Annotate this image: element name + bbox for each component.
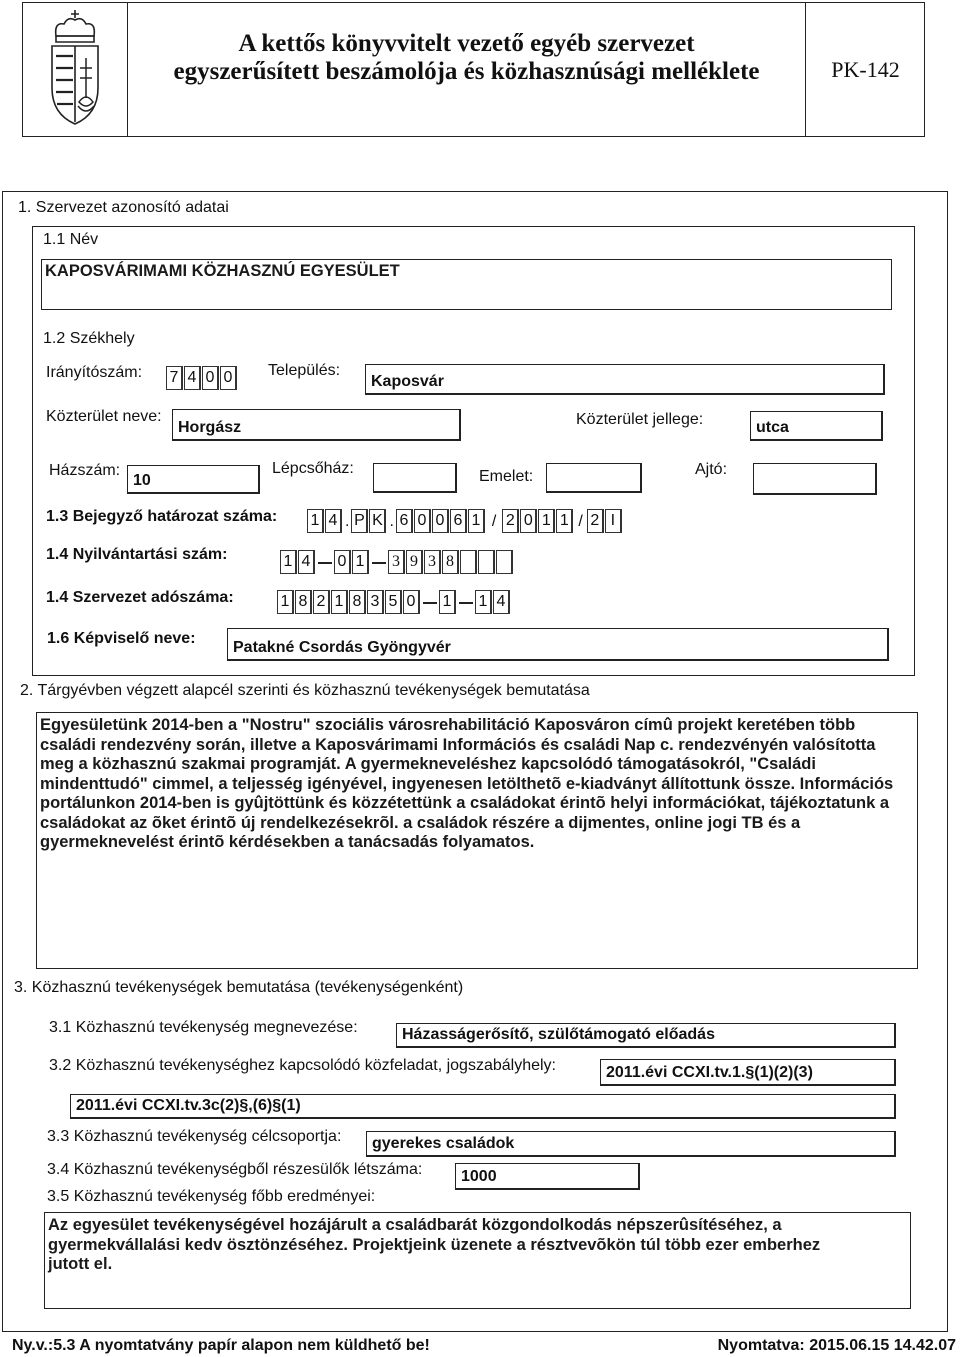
house-label: Házszám: bbox=[49, 462, 121, 479]
name-value: KAPOSVÁRIMAMI KÖZHASZNÚ EGYESÜLET bbox=[45, 262, 400, 280]
form-title-line2: egyszerűsített beszámolója és közhasznúsági melléklete bbox=[173, 58, 760, 85]
reg-decision-slash: / bbox=[578, 513, 583, 530]
reg-decision-digit[interactable]: K bbox=[369, 509, 386, 533]
reg-decision-digit[interactable]: I bbox=[605, 509, 622, 533]
activity-value: Házasságerősítő, szülőtámogató előadás bbox=[402, 1026, 715, 1043]
reg-decision-digit[interactable]: 6 bbox=[450, 509, 467, 533]
footer-left: Ny.v.:5.3 A nyomtatvány papír alapon nem küldhető be! bbox=[12, 1337, 430, 1354]
section2-line: gyermeknevelést érintõ kérdésekben a tanácsadás folyamatos. bbox=[40, 833, 535, 851]
reg-decision-digit[interactable]: 2 bbox=[502, 509, 519, 533]
results-line: jutott el. bbox=[48, 1255, 113, 1273]
registry-dash bbox=[372, 562, 386, 564]
floor-field[interactable] bbox=[546, 463, 642, 493]
reg-decision-digit[interactable]: 6 bbox=[396, 509, 413, 533]
stair-field[interactable] bbox=[373, 463, 457, 493]
section2-line: mindenttudó" cimmel, a teljesség igényével, ingyenesen letölthetõ e-kiadványt állítottunk össze. Információs bbox=[40, 774, 894, 793]
tax-digit[interactable]: 1 bbox=[277, 590, 294, 614]
tax-cells[interactable] bbox=[277, 588, 511, 614]
beneficiaries-value: 1000 bbox=[461, 1168, 497, 1185]
section2-line: családokat az õket érintõ új rendelkezésekrõl. a családok részére a dijmentes, online jogi TB és a bbox=[40, 813, 801, 832]
registry-digit[interactable]: 0 bbox=[334, 550, 351, 574]
registry-digit[interactable]: 4 bbox=[298, 550, 315, 574]
tax-digit[interactable]: 1 bbox=[439, 590, 456, 614]
target-field[interactable] bbox=[366, 1131, 896, 1157]
registry-digit[interactable] bbox=[496, 550, 513, 574]
reg-decision-digit[interactable]: 4 bbox=[325, 509, 342, 533]
results-line: gyermekvállalási kedv ösztönzéséhez. Projektjeink üzenete a résztvevõkön túl több ezer emberhez bbox=[48, 1235, 821, 1254]
door-label: Ajtó: bbox=[695, 461, 728, 478]
rep-field[interactable] bbox=[227, 628, 889, 661]
activity-field[interactable] bbox=[396, 1023, 896, 1048]
section2-line: Egyesületünk 2014-ben a "Nostru" szociális városrehabilitáció Kaposváron címû projekt keretében több bbox=[40, 716, 856, 734]
tax-digit[interactable]: 2 bbox=[313, 590, 330, 614]
tax-dash bbox=[423, 602, 437, 604]
section2-line: családi rendezvény során, illetve a Kaposvárimami Információs és családi Nap c. rendezvényén valósította bbox=[40, 735, 876, 754]
registry-digit[interactable]: 8 bbox=[442, 550, 459, 574]
law-value-2: 2011.évi CCXI.tv.3c(2)§,(6)§(1) bbox=[76, 1097, 301, 1114]
city-field[interactable] bbox=[365, 364, 885, 395]
target-value: gyerekes családok bbox=[372, 1135, 515, 1152]
registry-dash bbox=[318, 562, 332, 564]
tax-label: 1.4 Szervezet adószáma: bbox=[46, 589, 234, 606]
name-label: 1.1 Név bbox=[43, 231, 99, 248]
law-value-1: 2011.évi CCXI.tv.1.§(1)(2)(3) bbox=[606, 1064, 813, 1081]
reg-decision-digit[interactable]: 1 bbox=[468, 509, 485, 533]
registry-digit[interactable] bbox=[478, 550, 495, 574]
section2-line: portálunkon 2014-ben is gyûjtöttünk és közzétettünk a családokat érintõ helyi információkat, tájékoztatunk a bbox=[40, 794, 890, 812]
form-code: PK-142 bbox=[831, 57, 900, 82]
postcode-digit[interactable]: 4 bbox=[184, 366, 201, 390]
door-field[interactable] bbox=[753, 463, 877, 495]
section2-line: meg a közhasznú szakmai programját. A gyermekneveléshez kapcsolódó támogatásokról, "Családi bbox=[40, 755, 816, 773]
floor-label: Emelet: bbox=[479, 468, 534, 485]
postcode-digit[interactable]: 7 bbox=[166, 366, 183, 390]
reg-decision-label: 1.3 Bejegyző határozat száma: bbox=[46, 508, 278, 525]
reg-decision-dot: . bbox=[345, 513, 350, 530]
tax-digit[interactable]: 4 bbox=[493, 590, 510, 614]
law-field-1[interactable] bbox=[600, 1059, 896, 1086]
registry-digit[interactable]: 3 bbox=[424, 550, 441, 574]
tax-dash bbox=[459, 602, 473, 604]
reg-decision-dot: . bbox=[389, 513, 394, 530]
hungarian-coat-of-arms-icon bbox=[42, 6, 108, 128]
target-label: 3.3 Közhasznú tevékenység célcsoportja: bbox=[47, 1128, 342, 1145]
registry-cells[interactable] bbox=[280, 548, 514, 574]
reg-decision-digit[interactable]: 0 bbox=[520, 509, 537, 533]
reg-decision-slash: / bbox=[491, 513, 497, 530]
section2-text bbox=[40, 716, 893, 853]
law-field-2[interactable] bbox=[70, 1094, 896, 1119]
tax-digit[interactable]: 5 bbox=[385, 590, 402, 614]
rep-value: Patakné Csordás Gyöngyvér bbox=[233, 639, 451, 656]
street-type-field[interactable] bbox=[750, 411, 883, 441]
reg-decision-digit[interactable]: 1 bbox=[556, 509, 573, 533]
reg-decision-digit[interactable]: 1 bbox=[307, 509, 324, 533]
registry-digit[interactable] bbox=[460, 550, 477, 574]
registry-digit[interactable]: 9 bbox=[406, 550, 423, 574]
tax-digit[interactable]: 8 bbox=[295, 590, 312, 614]
postcode-digit[interactable]: 0 bbox=[202, 366, 219, 390]
form-title bbox=[128, 30, 805, 86]
footer-right: Nyomtatva: 2015.06.15 14.42.07 bbox=[717, 1337, 956, 1354]
tax-digit[interactable]: 0 bbox=[403, 590, 420, 614]
rep-label: 1.6 Képviselő neve: bbox=[47, 630, 196, 647]
tax-digit[interactable]: 8 bbox=[349, 590, 366, 614]
seat-label: 1.2 Székhely bbox=[43, 330, 135, 347]
registry-digit[interactable]: 1 bbox=[280, 550, 297, 574]
reg-decision-digit[interactable]: 1 bbox=[538, 509, 555, 533]
beneficiaries-label: 3.4 Közhasznú tevékenységből részesülők létszáma: bbox=[47, 1161, 423, 1178]
tax-digit[interactable]: 1 bbox=[331, 590, 348, 614]
street-value: Horgász bbox=[178, 419, 242, 436]
activity-label: 3.1 Közhasznú tevékenység megnevezése: bbox=[49, 1019, 358, 1036]
postcode-digit[interactable]: 0 bbox=[220, 366, 237, 390]
tax-digit[interactable]: 1 bbox=[475, 590, 492, 614]
reg-decision-digit[interactable]: 2 bbox=[587, 509, 604, 533]
city-value: Kaposvár bbox=[371, 373, 444, 390]
registry-digit[interactable]: 3 bbox=[388, 550, 405, 574]
beneficiaries-field[interactable] bbox=[455, 1163, 640, 1190]
reg-decision-digit[interactable]: 0 bbox=[432, 509, 449, 533]
reg-decision-cells[interactable] bbox=[307, 507, 623, 533]
postcode-label: Irányítószám: bbox=[46, 364, 143, 381]
tax-digit[interactable]: 3 bbox=[367, 590, 384, 614]
house-value: 10 bbox=[133, 472, 151, 489]
street-field[interactable] bbox=[172, 409, 461, 441]
results-line: Az egyesület tevékenységével hozájárult a családbarát közgondolkodás népszerûsítéséhez, a bbox=[48, 1216, 782, 1234]
street-type-value: utca bbox=[756, 419, 789, 436]
registry-label: 1.4 Nyilvántartási szám: bbox=[46, 546, 228, 563]
section2-title: 2. Tárgyévben végzett alapcél szerinti és közhasznú tevékenységek bemutatása bbox=[20, 682, 590, 699]
reg-decision-digit[interactable]: P bbox=[351, 509, 368, 533]
section1-title: 1. Szervezet azonosító adatai bbox=[18, 199, 229, 216]
form-title-line1: A kettős könyvvitelt vezető egyéb szervezet bbox=[238, 30, 695, 57]
stair-label: Lépcsőház: bbox=[272, 460, 354, 477]
house-field[interactable] bbox=[127, 465, 260, 494]
law-label: 3.2 Közhasznú tevékenységhez kapcsolódó közfeladat, jogszabályhely: bbox=[49, 1057, 556, 1074]
street-label: Közterület neve: bbox=[46, 408, 162, 425]
registry-digit[interactable]: 1 bbox=[352, 550, 369, 574]
results-label: 3.5 Közhasznú tevékenység főbb eredményei: bbox=[47, 1188, 376, 1205]
city-label: Település: bbox=[268, 362, 341, 379]
postcode-cells[interactable] bbox=[166, 364, 238, 390]
reg-decision-digit[interactable]: 0 bbox=[414, 509, 431, 533]
results-text bbox=[48, 1216, 820, 1275]
street-type-label: Közterület jellege: bbox=[576, 411, 704, 428]
section3-title: 3. Közhasznú tevékenységek bemutatása (tevékenységenként) bbox=[14, 979, 464, 996]
